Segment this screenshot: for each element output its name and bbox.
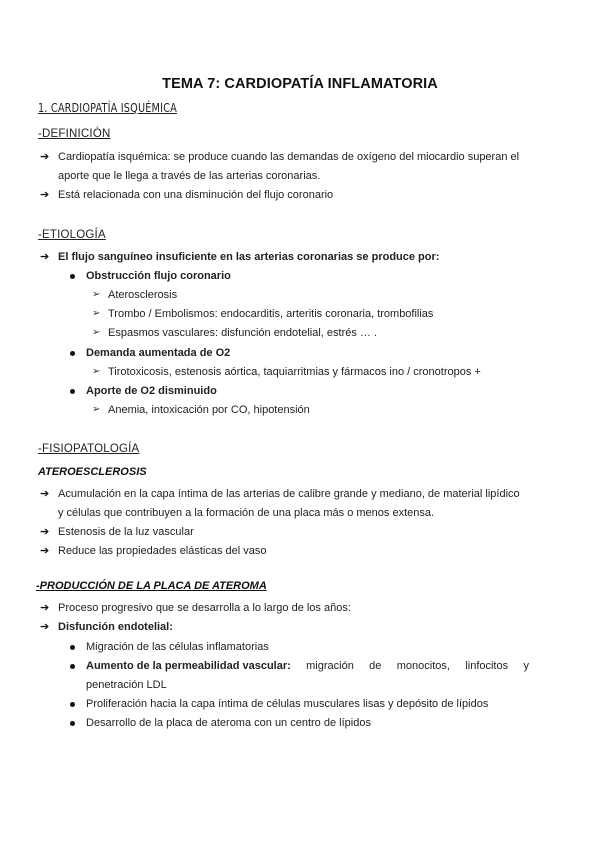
bullet-dot-icon (70, 351, 75, 356)
definicion-line-3: Está relacionada con una disminución del flujo coronario (58, 189, 334, 201)
fisiopatologia-line-3: Estenosis de la luz vascular (58, 526, 194, 538)
demanda-item-1: Tirotoxicosis, estenosis aórtica, taquiarritmias y fármacos ino / cronotropos + (108, 366, 481, 378)
placa-aumento-word: y (523, 660, 529, 672)
obstruccion-item-2: Trombo / Embolismos: endocarditis, arteritis coronaria, trombofilias (108, 308, 434, 320)
placa-aumento-line (86, 660, 529, 672)
placa-aumento-word: monocitos, (396, 660, 450, 672)
bullet-dot-icon (70, 274, 75, 279)
arrow-bullet-icon: ➔ (40, 621, 50, 633)
placa-aumento-word: migración (306, 660, 354, 672)
page-title: TEMA 7: CARDIOPATÍA INFLAMATORIA (162, 76, 438, 92)
definicion-line-2: aporte que le llega a través de las arterias coronarias. (58, 170, 321, 182)
fisiopatologia-line-2: y células que contribuyen a la formación de una placa más o menos extensa. (58, 507, 435, 519)
etiologia-demanda: Demanda aumentada de O2 (86, 347, 231, 359)
arrowhead-bullet-icon: ➢ (92, 404, 101, 415)
fisiopatologia-line-4: Reduce las propiedades elásticas del vaso (58, 545, 267, 557)
placa-aumento-bold: Aumento de la permeabilidad vascular: (86, 660, 291, 672)
placa-migracion: Migración de las células inflamatorias (86, 641, 269, 653)
placa-proceso: Proceso progresivo que se desarrolla a lo largo de los años: (58, 602, 351, 614)
etiologia-obstruccion: Obstrucción flujo coronario (86, 270, 231, 282)
definicion-line-1: Cardiopatía isquémica: se produce cuando las demandas de oxígeno del miocardio superan el (58, 151, 520, 163)
arrow-bullet-icon: ➔ (40, 545, 50, 557)
arrow-bullet-icon: ➔ (40, 151, 50, 163)
heading-ateroesclerosis: ATEROESCLEROSIS (38, 466, 147, 478)
aporte-item-1: Anemia, intoxicación por CO, hipotensión (108, 404, 310, 416)
arrow-bullet-icon: ➔ (40, 602, 50, 614)
placa-aumento-word: de (369, 660, 382, 672)
arrowhead-bullet-icon: ➢ (92, 366, 101, 377)
arrowhead-bullet-icon: ➢ (92, 308, 101, 319)
arrow-bullet-icon: ➔ (40, 488, 50, 500)
obstruccion-item-1: Aterosclerosis (108, 289, 178, 301)
bullet-dot-icon (70, 721, 75, 726)
etiologia-aporte: Aporte de O2 disminuido (86, 385, 217, 397)
bullet-dot-icon (70, 645, 75, 650)
arrow-bullet-icon: ➔ (40, 251, 50, 263)
bullet-dot-icon (70, 702, 75, 707)
heading-fisiopatologia: -FISIOPATOLOGÍA (38, 443, 140, 455)
obstruccion-item-3: Espasmos vasculares: disfunción endotelial, estrés … . (108, 327, 378, 339)
arrowhead-bullet-icon: ➢ (92, 327, 101, 338)
fisiopatologia-line-1: Acumulación en la capa íntima de las arterias de calibre grande y mediano, de material lipídico (58, 488, 520, 500)
heading-definicion: -DEFINICIÓN (38, 128, 111, 140)
placa-desarrollo: Desarrollo de la placa de ateroma con un centro de lípidos (86, 717, 371, 729)
arrowhead-bullet-icon: ➢ (92, 289, 101, 300)
placa-disfuncion: Disfunción endotelial: (58, 621, 173, 633)
section-heading-cardiopatia-isquemica: 1. CARDIOPATÍA ISQUÉMICA (38, 101, 177, 115)
arrow-bullet-icon: ➔ (40, 189, 50, 201)
heading-etiologia: -ETIOLOGÍA (38, 229, 106, 241)
bullet-dot-icon (70, 664, 75, 669)
etiologia-intro: El flujo sanguíneo insuficiente en las arterias coronarias se produce por: (58, 251, 440, 263)
placa-aumento-cont: penetración LDL (86, 679, 167, 691)
bullet-dot-icon (70, 389, 75, 394)
heading-produccion-placa: -PRODUCCIÓN DE LA PLACA DE ATEROMA (36, 580, 267, 592)
placa-proliferacion: Proliferación hacia la capa íntima de células musculares lisas y depósito de lípidos (86, 698, 489, 710)
placa-aumento-word: linfocitos (465, 660, 509, 672)
arrow-bullet-icon: ➔ (40, 526, 50, 538)
